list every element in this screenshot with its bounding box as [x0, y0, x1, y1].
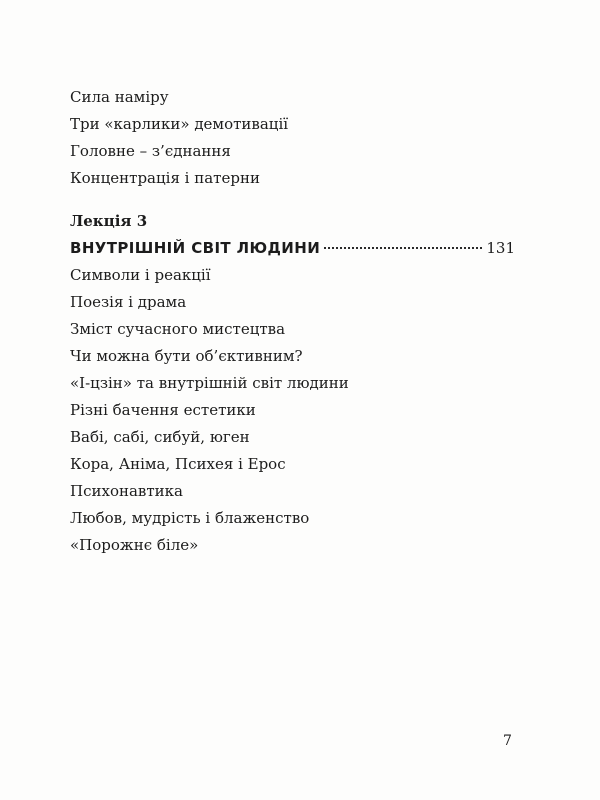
toc-entry: Концентрація і патерни	[70, 169, 260, 187]
toc-entry: Три «карлики» демотивації	[70, 115, 289, 133]
lecture-page-ref: 131	[486, 239, 515, 257]
toc-entry: Чи можна бути об’єктивним?	[70, 347, 303, 365]
toc-entry: Символи і реакції	[70, 266, 211, 284]
toc-entry: Поезія і драма	[70, 293, 187, 311]
toc-entry: Кора, Аніма, Психея і Ерос	[70, 455, 286, 473]
toc-entry: «Порожнє біле»	[70, 536, 199, 554]
page-number: 7	[503, 733, 512, 749]
toc-section-lecture-3	[70, 208, 520, 559]
toc-entry: Головне – з’єднання	[70, 142, 231, 160]
toc-entry: Різні бачення естетики	[70, 401, 256, 419]
lecture-label: Лекція 3	[70, 212, 148, 230]
toc-entry: Вабі, сабі, сибуй, юген	[70, 428, 250, 446]
dot-leader	[324, 247, 482, 249]
toc-entry: Сила наміру	[70, 88, 169, 106]
toc-entry: Зміст сучасного мистецтва	[70, 320, 286, 338]
toc-entry: «І-цзін» та внутрішній світ людини	[70, 374, 349, 392]
toc-entry: Любов, мудрість і блаженство	[70, 509, 310, 527]
lecture-title-row	[70, 235, 515, 262]
toc-section-previous	[70, 84, 520, 192]
lecture-title: ВНУТРІШНІЙ СВІТ ЛЮДИНИ	[70, 239, 321, 257]
toc-entry: Психонавтика	[70, 482, 183, 500]
